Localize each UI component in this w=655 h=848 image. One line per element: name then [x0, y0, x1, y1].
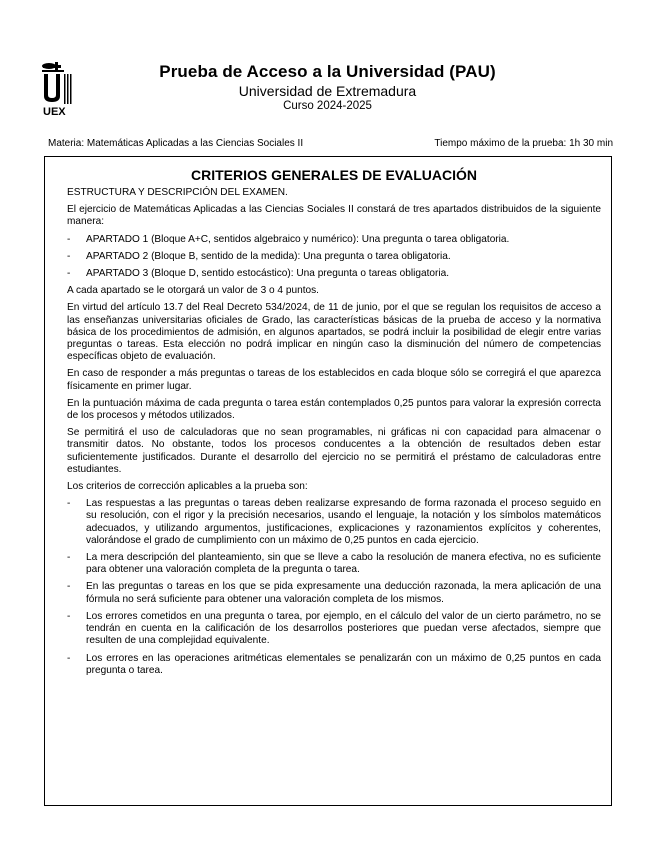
subject-label: Materia: Matemáticas Aplicadas a las Ciencias Sociales II [48, 138, 304, 149]
apartados-list [67, 234, 601, 281]
paragraph-extra-answers: En caso de responder a más preguntas o tareas de los establecidos en cada bloque sólo se corregirá el que aparezca físicamente en primer lugar. [67, 368, 601, 392]
dash-bullet: - [67, 498, 71, 510]
list-item [67, 552, 601, 576]
criterion-5: Los errores en las operaciones aritméticas elementales se penalizarán con un máximo de 0,25 puntos en cada pregunta o tarea. [86, 652, 601, 676]
dash-bullet: - [67, 581, 71, 593]
header-titles [0, 62, 655, 112]
list-item [67, 234, 601, 246]
dash-bullet: - [67, 233, 71, 245]
criteria-list [67, 498, 601, 677]
list-item [67, 268, 601, 280]
list-item [67, 611, 601, 648]
criterion-2: La mera descripción del planteamiento, sin que se lleve a cabo la resolución de manera efectiva, no es suficiente para obtener una valoración completa de la pregunta o tarea. [86, 552, 601, 576]
time-limit-label: Tiempo máximo de la prueba: 1h 30 min [434, 138, 613, 149]
dash-bullet: - [67, 610, 71, 622]
exam-title: Prueba de Acceso a la Universidad (PAU) [159, 62, 496, 81]
apartado-2: APARTADO 2 (Bloque B, sentido de la medida): Una pregunta o tarea obligatoria. [86, 250, 451, 262]
logo-text: UEX [43, 106, 66, 118]
criterion-1: Las respuestas a las preguntas o tareas deben realizarse expresando de forma razonada el proceso seguido en su resolución, con el rigor y la precisión necesarios, usando el lenguaje, la notación y los símbolos matemáticos adecuados, y utilizando argumentos, justificaciones, explicaciones y razonamientos explícitos y coherentes, valorándose el grado de cumplimiento con un máximo de 0,25 puntos en cada ejercicio. [86, 498, 601, 546]
dash-bullet: - [67, 652, 71, 664]
list-item [67, 581, 601, 605]
course-year: Curso 2024-2025 [283, 100, 372, 112]
criteria-intro: Los criterios de corrección aplicables a la prueba son: [67, 481, 308, 493]
criterion-4: Los errores cometidos en una pregunta o tarea, por ejemplo, en el cálculo del valor de un cierto parámetro, no se tendrán en cuenta en la calificación de los desarrollos posteriores que puedan verse afectados, siempre que resulten de una complejidad equivalente. [86, 610, 601, 647]
section-heading: ESTRUCTURA Y DESCRIPCIÓN DEL EXAMEN. [67, 187, 288, 198]
criterion-3: En las preguntas o tareas en los que se pida expresamente una deducción razonada, la mera aplicación de una fórmula no será suficiente para obtener una valoración completa de los mismos. [86, 581, 601, 605]
criteria-title: CRITERIOS GENERALES DE EVALUACIÓN [191, 167, 477, 183]
dash-bullet: - [67, 268, 71, 280]
paragraph-expression-score: En la puntuación máxima de cada pregunta o tarea están contemplados 0,25 puntos para valorar la expresión correcta de los procesos y métodos utilizados. [67, 397, 601, 422]
score-note: A cada apartado se le otorgará un valor de 3 o 4 puntos. [67, 285, 319, 297]
paragraph-calculators: Se permitirá el uso de calculadoras que no sean programables, ni gráficas ni con capacidad para almacenar o transmitir datos. No obstante, todos los procesos conducentes a la obtención de resultados deben estar suficientemente justificados. Durante el desarrollo del ejercicio no se permitirá el préstamo de calculadoras entre estudiantes. [67, 427, 601, 475]
list-item [67, 498, 601, 547]
dash-bullet: - [67, 552, 71, 564]
apartado-1: APARTADO 1 (Bloque A+C, sentidos algebraico y numérico): Una pregunta o tarea obligatoria. [86, 233, 510, 245]
page-header [0, 0, 655, 130]
university-name: Universidad de Extremadura [238, 83, 417, 99]
evaluation-criteria-box [44, 156, 612, 806]
dash-bullet: - [67, 250, 71, 262]
paragraph-real-decreto: En virtud del artículo 13.7 del Real Decreto 534/2024, de 11 de junio, por el que se regulan los requisitos de acceso a las enseñanzas universitarias oficiales de Grado, las características básicas de la prueba de acceso y la normativa básica de los procedimientos de admisión, en algunos apartados, se podrá incluir la posibilidad de elegir entre varias preguntas o tareas. Esta elección no podrá implicar en ningún caso la disminución del número de competencias específicas objeto de evaluación. [67, 302, 601, 363]
list-item [67, 251, 601, 263]
apartado-3: APARTADO 3 (Bloque D, sentido estocástico): Una pregunta o tareas obligatoria. [86, 268, 450, 280]
intro-paragraph: El ejercicio de Matemáticas Aplicadas a las Ciencias Sociales II constará de tres apartados distribuidos de la siguiente manera: [67, 204, 601, 228]
list-item [67, 653, 601, 677]
